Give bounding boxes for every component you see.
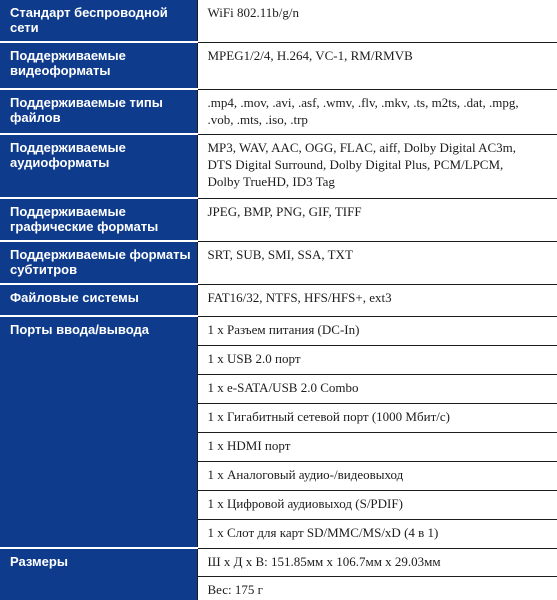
- spec-value: FAT16/32, NTFS, HFS/HFS+, ext3: [197, 284, 557, 316]
- dimension-item: Вес: 175 г: [197, 576, 557, 600]
- spec-label: Размеры: [0, 548, 197, 600]
- spec-row-audio-formats: [0, 134, 557, 198]
- spec-value: MPEG1/2/4, H.264, VC-1, RM/RMVB: [197, 42, 557, 89]
- port-item: 1 x Разъем питания (DC-In): [197, 316, 557, 345]
- spec-value: .mp4, .mov, .avi, .asf, .wmv, .flv, .mkv, .ts, m2ts, .dat, .mpg, .vob, .mts, .iso, .trp: [197, 89, 557, 134]
- spec-label: Поддерживаемые видеоформаты: [0, 42, 197, 89]
- spec-label: Порты ввода/вывода: [0, 316, 197, 548]
- spec-row-image-formats: [0, 198, 557, 241]
- spec-row-video-formats: [0, 42, 557, 89]
- spec-label: Стандарт беспроводной сети: [0, 0, 197, 42]
- spec-value: MP3, WAV, AAC, OGG, FLAC, aiff, Dolby Digital AC3m, DTS Digital Surround, Dolby Digital Plus, PCM/LPCM, Dolby TrueHD, ID3 Tag: [197, 134, 557, 198]
- spec-row-file-types: [0, 89, 557, 134]
- spec-row-file-systems: [0, 284, 557, 316]
- spec-row-subtitle-formats: [0, 241, 557, 284]
- port-item: 1 x Цифровой аудиовыход (S/PDIF): [197, 490, 557, 519]
- dimension-item: Ш x Д x В: 151.85мм x 106.7мм x 29.03мм: [197, 548, 557, 576]
- spec-value: WiFi 802.11b/g/n: [197, 0, 557, 42]
- spec-row-dimensions: [0, 548, 557, 576]
- spec-label: Поддерживаемые аудиоформаты: [0, 134, 197, 198]
- spec-value: JPEG, BMP, PNG, GIF, TIFF: [197, 198, 557, 241]
- port-item: 1 x Гигабитный сетевой порт (1000 Мбит/с): [197, 403, 557, 432]
- spec-label: Поддерживаемые графические форматы: [0, 198, 197, 241]
- port-item: 1 x HDMI порт: [197, 432, 557, 461]
- port-item: 1 x Слот для карт SD/MMC/MS/xD (4 в 1): [197, 519, 557, 548]
- spec-value: SRT, SUB, SMI, SSA, TXT: [197, 241, 557, 284]
- port-item: 1 x USB 2.0 порт: [197, 345, 557, 374]
- port-item: 1 x e-SATA/USB 2.0 Combo: [197, 374, 557, 403]
- port-item: 1 x Аналоговый аудио-/видеовыход: [197, 461, 557, 490]
- spec-label: Файловые системы: [0, 284, 197, 316]
- spec-label: Поддерживаемые форматы субтитров: [0, 241, 197, 284]
- spec-label: Поддерживаемые типы файлов: [0, 89, 197, 134]
- spec-row-io-ports: [0, 316, 557, 345]
- spec-row-wireless-standard: [0, 0, 557, 42]
